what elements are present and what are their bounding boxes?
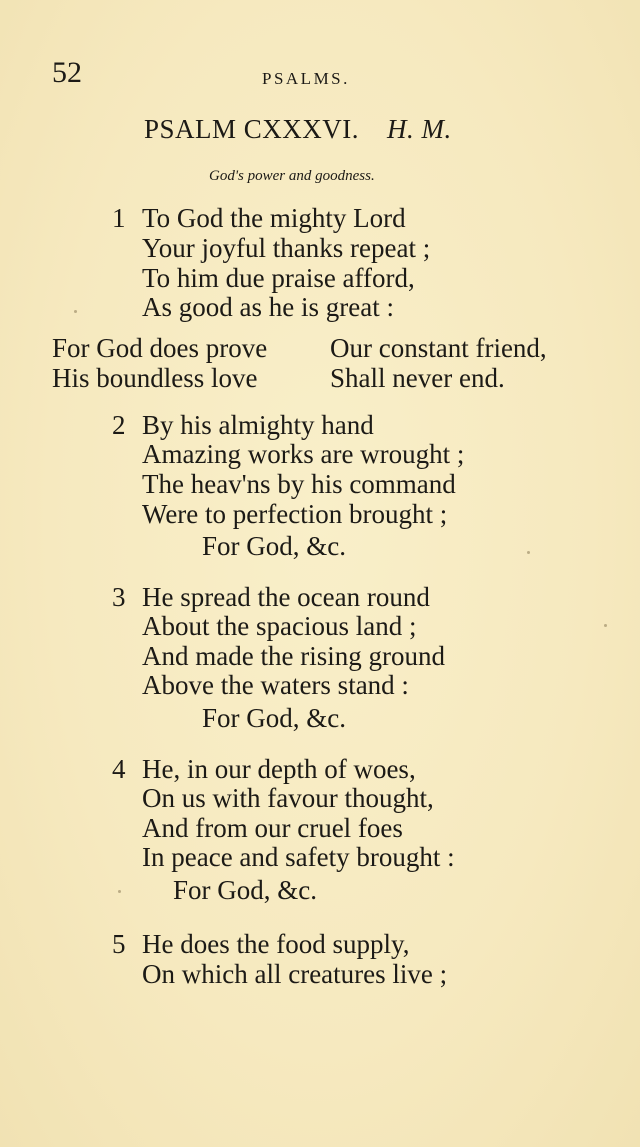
chorus-line-2-left: His boundless love — [52, 363, 258, 393]
verse-line: Were to perfection brought ; — [142, 499, 448, 529]
stanza-number: 1 — [112, 203, 126, 233]
verse-line: Your joyful thanks repeat ; — [142, 233, 431, 263]
chorus-line-1-left: For God does prove — [52, 333, 268, 363]
psalm-title-text: PSALM CXXXVI. — [144, 114, 360, 144]
verse-line: By his almighty hand — [142, 410, 374, 440]
verse-line: He, in our depth of woes, — [142, 754, 416, 784]
psalm-subtitle: God's power and goodness. — [209, 168, 375, 184]
paper-speck — [527, 551, 530, 554]
verse-line: To God the mighty Lord — [142, 203, 406, 233]
running-title: PSALMS. — [262, 69, 350, 88]
refrain-line: For God, &c. — [202, 531, 346, 561]
psalm-meter: H. M. — [387, 114, 452, 144]
verse-line: On which all creatures live ; — [142, 959, 448, 989]
stanza-number: 5 — [112, 929, 126, 959]
verse-line: He spread the ocean round — [142, 582, 430, 612]
psalm-title — [144, 116, 452, 143]
verse-line: To him due praise afford, — [142, 263, 415, 293]
verse-line: Amazing works are wrought ; — [142, 439, 465, 469]
paper-speck — [604, 624, 607, 627]
verse-line: And made the rising ground — [142, 641, 445, 671]
verse-line: And from our cruel foes — [142, 813, 403, 843]
page-number: 52 — [52, 56, 82, 89]
verse-line: Above the waters stand : — [142, 670, 409, 700]
chorus-line-2-right: Shall never end. — [330, 363, 505, 393]
stanza-number: 3 — [112, 582, 126, 612]
verse-line: He does the food supply, — [142, 929, 410, 959]
chorus-line-1-right: Our constant friend, — [330, 333, 547, 363]
verse-line: As good as he is great : — [142, 292, 394, 322]
verse-line: On us with favour thought, — [142, 783, 434, 813]
verse-line: About the spacious land ; — [142, 611, 417, 641]
verse-line: In peace and safety brought : — [142, 842, 455, 872]
paper-speck — [74, 310, 77, 313]
paper-speck — [118, 890, 121, 893]
refrain-line: For God, &c. — [173, 875, 317, 905]
stanza-number: 2 — [112, 410, 126, 440]
stanza-number: 4 — [112, 754, 126, 784]
verse-line: The heav'ns by his command — [142, 469, 456, 499]
refrain-line: For God, &c. — [202, 703, 346, 733]
